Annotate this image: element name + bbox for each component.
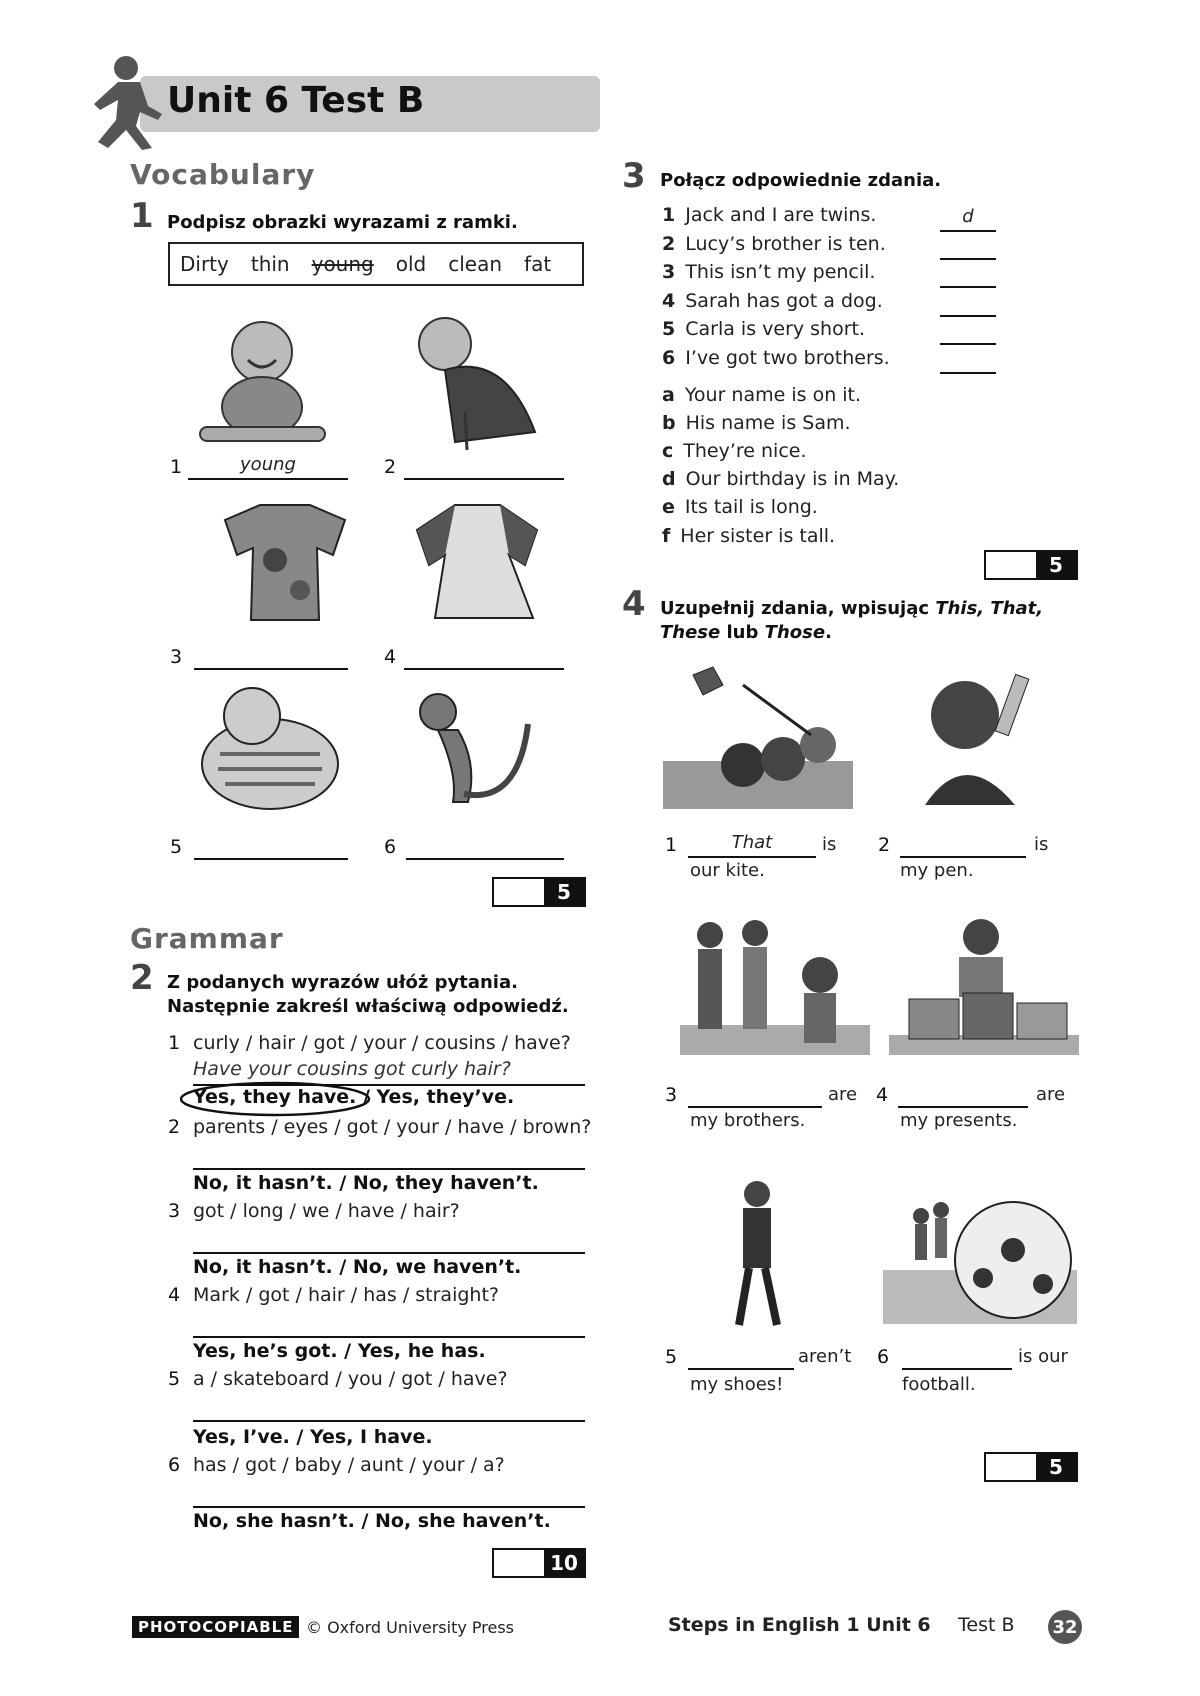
- demo-after-text: is our: [1018, 1346, 1068, 1367]
- thin-cat-picture: [398, 684, 558, 814]
- grammar-item-number: 6: [168, 1454, 181, 1476]
- demo-line2-text: my brothers.: [690, 1110, 806, 1131]
- grammar-written-answer-2[interactable]: [193, 1142, 585, 1170]
- demo-after-text: is: [822, 834, 837, 855]
- demo-after-text: aren’t: [798, 1346, 852, 1367]
- match-answer-6[interactable]: [940, 348, 996, 374]
- exercise-4-instruction: Uzupełnij zdania, wpisując This, That,: [660, 598, 1044, 619]
- copyright-text: © Oxford University Press: [306, 1618, 515, 1637]
- vocab-answer-4[interactable]: [404, 644, 564, 670]
- exercise-4-instruction-line2: These lub Those.: [660, 622, 832, 643]
- demo-after-text: are: [828, 1084, 858, 1105]
- demo-score-box[interactable]: [984, 1452, 1078, 1482]
- book-title: Steps in English 1 Unit 6: [668, 1614, 931, 1636]
- word-fat: fat: [524, 252, 552, 276]
- word-box: [168, 242, 584, 286]
- grammar-score-points: 10: [544, 1550, 584, 1576]
- vocab-score-points: 5: [544, 879, 584, 905]
- demo-line2-text: our kite.: [690, 860, 765, 881]
- grammar-prompt: parents / eyes / got / your / have / brown?: [193, 1116, 592, 1138]
- match-left-item: 1 Jack and I are twins.: [662, 204, 877, 226]
- vocab-answer-6[interactable]: [406, 834, 564, 860]
- exercise-2-instruction: Następnie zakreśl właściwą odpowiedź.: [167, 996, 569, 1017]
- vocab-answer-3[interactable]: [194, 644, 348, 670]
- grammar-answer-options[interactable]: Yes, I’ve. / Yes, I have.: [193, 1426, 433, 1448]
- baby-picture: [190, 312, 340, 452]
- circled-answer-mark: [178, 1080, 372, 1118]
- exercise-1-number: 1: [130, 196, 154, 236]
- presents-picture: [889, 915, 1079, 1055]
- grammar-item-number: 4: [168, 1284, 181, 1306]
- grammar-written-answer-6[interactable]: [193, 1480, 585, 1508]
- dirty-tshirt-picture: [215, 500, 355, 630]
- match-answer-1[interactable]: d: [940, 206, 996, 232]
- match-right-item: f Her sister is tall.: [662, 525, 836, 547]
- vocab-answer-1[interactable]: young: [188, 454, 348, 480]
- kite-picture: [663, 665, 853, 809]
- exercise-2-number: 2: [130, 958, 154, 998]
- grammar-answer-options[interactable]: No, it hasn’t. / No, we haven’t.: [193, 1256, 522, 1278]
- grammar-item-number: 5: [168, 1368, 181, 1390]
- demo-item-number: 1: [665, 834, 678, 856]
- grammar-answer-options[interactable]: Yes, they have. / Yes, they’ve.: [193, 1086, 515, 1108]
- vocab-answer-2[interactable]: [404, 454, 564, 480]
- match-left-item: 6 I’ve got two brothers.: [662, 347, 890, 369]
- page-number: 32: [1048, 1610, 1082, 1644]
- section-grammar: Grammar: [130, 922, 284, 955]
- vocab-item-number: 1: [170, 456, 183, 478]
- vocab-item-number: 6: [384, 836, 397, 858]
- match-score-points: 5: [1036, 552, 1076, 578]
- section-vocabulary: Vocabulary: [130, 158, 316, 191]
- brothers-picture: [680, 915, 870, 1055]
- exercise-4-number: 4: [622, 584, 646, 624]
- match-left-item: 2 Lucy’s brother is ten.: [662, 233, 886, 255]
- demo-after-text: is: [1034, 834, 1049, 855]
- football-picture: [883, 1180, 1077, 1324]
- grammar-item-number: 2: [168, 1116, 181, 1138]
- exercise-3-number: 3: [622, 156, 646, 196]
- demo-score-points: 5: [1036, 1454, 1076, 1480]
- grammar-score-box[interactable]: [492, 1548, 586, 1578]
- grammar-prompt: has / got / baby / aunt / your / a?: [193, 1454, 505, 1476]
- grammar-written-answer-4[interactable]: [193, 1310, 585, 1338]
- match-right-item: d Our birthday is in May.: [662, 468, 900, 490]
- grammar-prompt: curly / hair / got / your / cousins / have?: [193, 1032, 571, 1054]
- demo-answer-6[interactable]: [902, 1344, 1012, 1370]
- grammar-item-number: 3: [168, 1200, 181, 1222]
- grammar-written-answer-5[interactable]: [193, 1394, 585, 1422]
- vocab-item-number: 3: [170, 646, 183, 668]
- runner-icon: [78, 54, 168, 150]
- demo-item-number: 6: [877, 1346, 890, 1368]
- shoes-picture: [695, 1180, 815, 1330]
- vocab-answer-5[interactable]: [194, 834, 348, 860]
- demo-line2-text: my shoes!: [690, 1374, 784, 1395]
- match-answer-5[interactable]: [940, 319, 996, 345]
- match-left-item: 3 This isn’t my pencil.: [662, 261, 876, 283]
- match-answer-4[interactable]: [940, 291, 996, 317]
- grammar-prompt: Mark / got / hair / has / straight?: [193, 1284, 499, 1306]
- demo-item-number: 5: [665, 1346, 678, 1368]
- grammar-prompt: got / long / we / have / hair?: [193, 1200, 460, 1222]
- old-woman-picture: [395, 312, 555, 452]
- grammar-prompt: a / skateboard / you / got / have?: [193, 1368, 508, 1390]
- demo-item-number: 2: [878, 834, 891, 856]
- demo-answer-3[interactable]: [688, 1082, 822, 1108]
- demo-line2-text: football.: [902, 1374, 976, 1395]
- match-right-item: a Your name is on it.: [662, 384, 862, 406]
- match-right-item: c They’re nice.: [662, 440, 807, 462]
- clean-tshirt-picture: [405, 500, 550, 630]
- grammar-written-answer-1[interactable]: Have your cousins got curly hair?: [193, 1058, 585, 1086]
- word-clean: clean: [448, 252, 503, 276]
- match-score-box[interactable]: [984, 550, 1078, 580]
- grammar-answer-options[interactable]: No, she hasn’t. / No, she haven’t.: [193, 1510, 551, 1532]
- vocab-item-number: 4: [384, 646, 397, 668]
- demo-line2-text: my presents.: [900, 1110, 1018, 1131]
- match-answer-2[interactable]: [940, 234, 996, 260]
- demo-answer-4[interactable]: [898, 1082, 1028, 1108]
- demo-line2-text: my pen.: [900, 860, 974, 881]
- demo-answer-1[interactable]: That: [688, 832, 816, 858]
- match-left-item: 5 Carla is very short.: [662, 318, 866, 340]
- demo-after-text: are: [1036, 1084, 1066, 1105]
- word-dirty: Dirty: [180, 252, 229, 276]
- exercise-2-instruction: Z podanych wyrazów ułóż pytania.: [167, 972, 518, 993]
- demo-answer-5[interactable]: [688, 1344, 794, 1370]
- match-left-item: 4 Sarah has got a dog.: [662, 290, 883, 312]
- exercise-3-instruction: Połącz odpowiednie zdania.: [660, 170, 942, 191]
- demo-answer-2[interactable]: [900, 832, 1026, 858]
- grammar-item-number: 1: [168, 1032, 181, 1054]
- match-answer-3[interactable]: [940, 262, 996, 288]
- photocopiable-label: PHOTOCOPIABLE: [132, 1616, 299, 1638]
- match-right-item: b His name is Sam.: [662, 412, 851, 434]
- grammar-answer-options[interactable]: Yes, he’s got. / Yes, he has.: [193, 1340, 486, 1362]
- grammar-written-answer-3[interactable]: [193, 1226, 585, 1254]
- vocab-item-number: 2: [384, 456, 397, 478]
- page-title: Unit 6 Test B: [167, 80, 425, 121]
- word-young: young: [311, 252, 374, 276]
- demo-item-number: 4: [876, 1084, 889, 1106]
- pen-picture: [905, 665, 1065, 809]
- match-right-item: e Its tail is long.: [662, 496, 818, 518]
- grammar-answer-options[interactable]: No, it hasn’t. / No, they haven’t.: [193, 1172, 539, 1194]
- word-old: old: [395, 252, 427, 276]
- exercise-1-instruction: Podpisz obrazki wyrazami z ramki.: [167, 212, 518, 233]
- demo-item-number: 3: [665, 1084, 678, 1106]
- word-thin: thin: [250, 252, 290, 276]
- test-label: Test B: [958, 1614, 1015, 1636]
- vocab-score-box[interactable]: [492, 877, 586, 907]
- fat-cat-picture: [190, 684, 360, 814]
- vocab-item-number: 5: [170, 836, 183, 858]
